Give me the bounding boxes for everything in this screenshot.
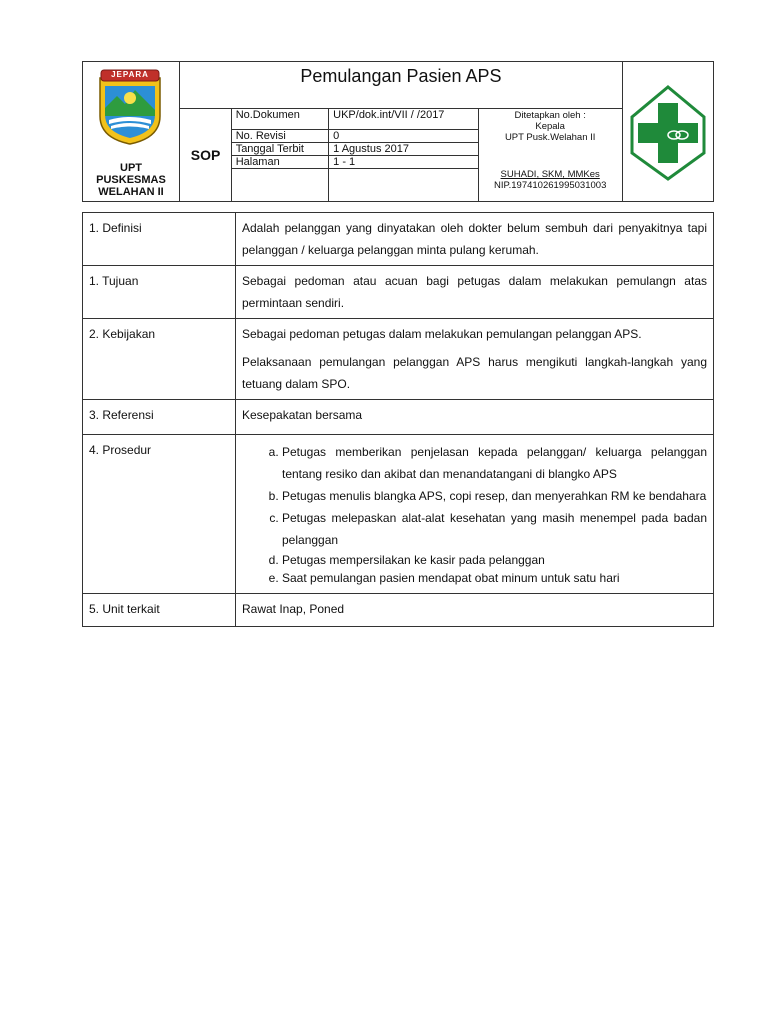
meta-label-no-revisi: No. Revisi bbox=[231, 130, 328, 143]
text-referensi: Kesepakatan bersama bbox=[236, 400, 714, 435]
approval-line1: Ditetapkan oleh : bbox=[514, 110, 586, 121]
sop-label: SOP bbox=[180, 109, 231, 202]
meta-label-empty bbox=[231, 169, 328, 202]
sop-header bbox=[82, 61, 714, 202]
label-definisi: 1. Definisi bbox=[83, 213, 236, 266]
meta-label-no-dokumen: No.Dokumen bbox=[231, 109, 328, 130]
document-title: Pemulangan Pasien APS bbox=[180, 62, 622, 109]
puskesmas-cross-icon bbox=[628, 83, 708, 181]
label-kebijakan: 2. Kebijakan bbox=[83, 319, 236, 400]
meta-value-halaman: 1 - 1 bbox=[329, 156, 479, 169]
row-definisi bbox=[83, 213, 714, 266]
meta-label-halaman: Halaman bbox=[231, 156, 328, 169]
label-tujuan: 1. Tujuan bbox=[83, 266, 236, 319]
org-line-puskesmas: PUSKESMAS bbox=[96, 174, 166, 186]
approval-nip: NIP.197410261995031003 bbox=[494, 180, 607, 191]
org-line-welahan: WELAHAN II bbox=[98, 186, 164, 198]
text-definisi: Adalah pelanggan yang dinyatakan oleh dokter belum sembuh dari penyakitnya tapi pelanggan / keluarga pelanggan minta pulang kerumah. bbox=[236, 213, 714, 266]
org-line-upt: UPT bbox=[120, 162, 142, 174]
prosedur-steps bbox=[242, 441, 707, 587]
prosedur-step: b. Petugas menulis blangka APS, copi resep, dan menyerahkan RM ke bendahara bbox=[282, 485, 707, 507]
meta-value-no-dokumen: UKP/dok.int/VII / /2017 bbox=[329, 109, 479, 130]
meta-label-tanggal-terbit: Tanggal Terbit bbox=[231, 143, 328, 156]
label-unit-terkait: 5. Unit terkait bbox=[83, 594, 236, 627]
logo-text: JEPARA bbox=[111, 70, 149, 79]
text-unit-terkait: Rawat Inap, Poned bbox=[236, 594, 714, 627]
kebijakan-paragraph-1: Sebagai pedoman petugas dalam melakukan pemulangan pelanggan APS. bbox=[242, 327, 642, 341]
kebijakan-paragraph-2: Pelaksanaan pemulangan pelanggan APS harus mengikuti langkah-langkah yang tetuang dalam SPO. bbox=[242, 355, 707, 391]
row-tujuan bbox=[83, 266, 714, 319]
meta-value-no-revisi: 0 bbox=[329, 130, 479, 143]
text-kebijakan bbox=[236, 319, 714, 400]
row-kebijakan bbox=[83, 319, 714, 400]
approval-name: SUHADI, SKM, MMKes bbox=[500, 169, 600, 180]
approval-line3: UPT Pusk.Welahan II bbox=[504, 132, 596, 143]
prosedur-step: a. Petugas memberikan penjelasan kepada pelanggan/ keluarga pelanggan tentang resiko dan akibat dan menandatangani di blangko APS bbox=[282, 441, 707, 485]
approval-line2: Kepala bbox=[535, 121, 565, 132]
meta-value-tanggal-terbit: 1 Agustus 2017 bbox=[329, 143, 479, 156]
text-prosedur bbox=[236, 435, 714, 594]
jepara-emblem-icon bbox=[95, 68, 165, 146]
prosedur-step: c. Petugas melepaskan alat-alat kesehatan yang masih menempel pada badan pelanggan bbox=[282, 507, 707, 551]
prosedur-step: e. Saat pemulangan pasien mendapat obat minum untuk satu hari bbox=[282, 569, 707, 587]
label-referensi: 3. Referensi bbox=[83, 400, 236, 435]
health-logo-cell bbox=[622, 62, 713, 202]
meta-value-empty bbox=[329, 169, 479, 202]
row-prosedur bbox=[83, 435, 714, 594]
prosedur-step: d. Petugas mempersilakan ke kasir pada pelanggan bbox=[282, 551, 707, 569]
approval-block bbox=[478, 109, 622, 202]
text-tujuan: Sebagai pedoman atau acuan bagi petugas dalam melakukan pemulangn atas permintaan sendiri. bbox=[236, 266, 714, 319]
org-cell bbox=[83, 62, 180, 202]
row-unit-terkait bbox=[83, 594, 714, 627]
label-prosedur: 4. Prosedur bbox=[83, 435, 236, 594]
row-referensi bbox=[83, 400, 714, 435]
sop-content-table bbox=[82, 212, 714, 627]
